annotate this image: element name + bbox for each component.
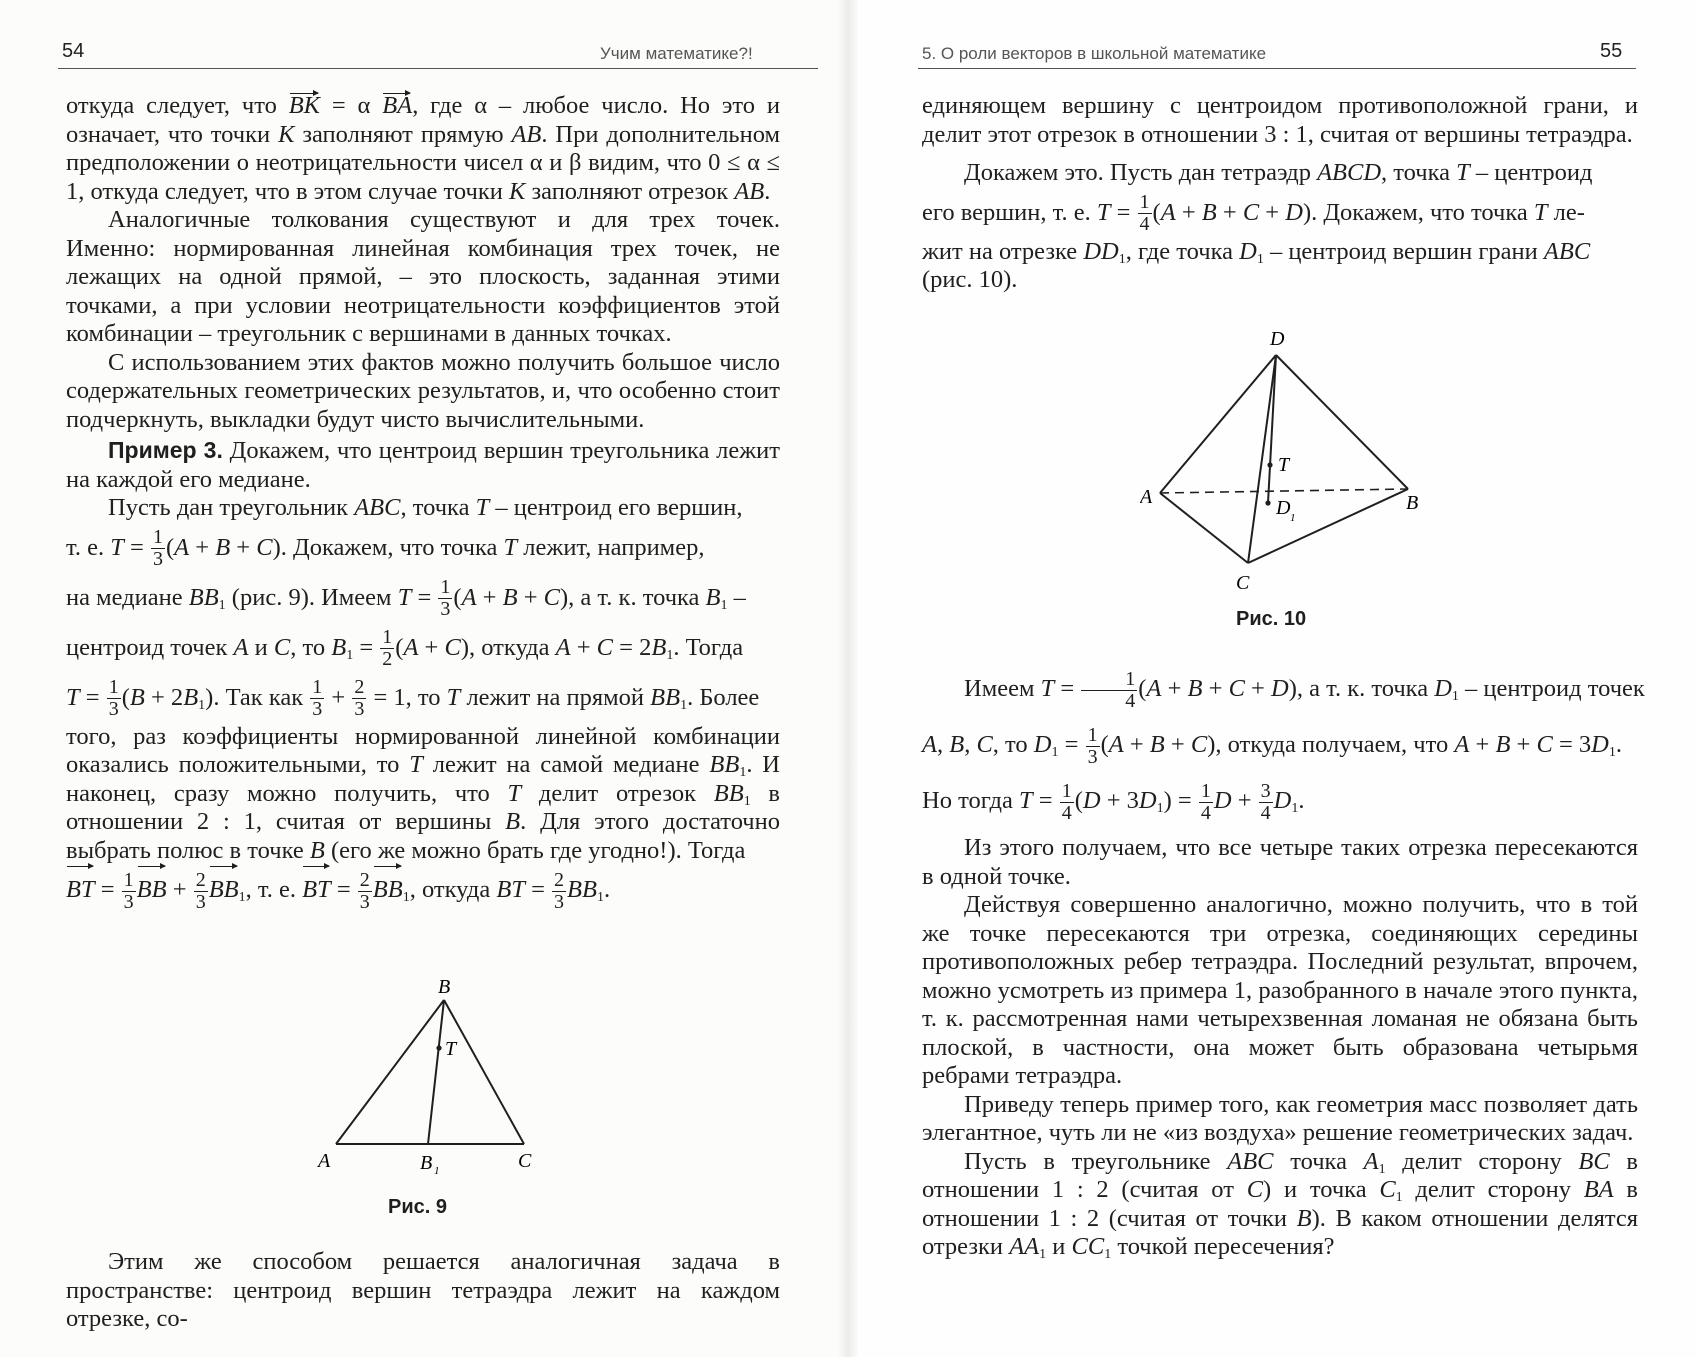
paragraph: Приведу теперь пример того, как геометрия масс позволяет дать элегантное, чуть ли не «из воздуха» решение геометрических задач.	[922, 1090, 1638, 1146]
paragraph: того, раз коэффициенты нормированной линейной комбинации оказались положительными, то T лежит на самой медиане $BB_1$. И наконец, сразу можно получить, что T делит отрезок $BB_1$ в отношении 2 : 1, считая от вершины B. Для этого достаточно выбрать полюс в точке B (его же можно брать где угодно!). Тогда	[66, 722, 780, 864]
left-header-rule	[58, 68, 818, 69]
edge-dc	[1248, 355, 1276, 563]
left-bottom-text	[66, 1248, 780, 1334]
figure-9-triangle	[300, 975, 540, 1175]
formula-line: A, B, C, то $D_1$ = $\frac{1}{3}$ (A + B + C), откуда получаем, что $A + B + C = 3D_1$.	[922, 723, 1622, 768]
text-line: жит на отрезке $DD_1$, где точка $D_1$ – центроид вершин грани ABC	[922, 237, 1591, 267]
label-d: D	[1270, 328, 1285, 350]
formula-line: центроид точек A и C, то $B_1$ = $\frac{1}{2}$ (A + C), откуда $A + C = 2B_1$. Тогда	[66, 626, 744, 671]
label-a: A	[1140, 486, 1153, 508]
side-bc	[444, 1000, 524, 1144]
paragraph: Аналогичные толкования существуют и для трех точек. Именно: нормированная линейная комбинация трех точек, не лежащих на одной прямой, – это плоскость, заданная этими точками, а при условии неотрицательности коэффициентов этой комбинации – треугольник с вершинами в данных точках.	[66, 206, 780, 347]
paragraph: единяющем вершину с центроидом противоположной грани, и делит этот отрезок в отношении 3 : 1, считая от вершины тетраэдра.	[922, 92, 1638, 148]
left-page-number: 54	[62, 40, 85, 62]
edge-db	[1276, 355, 1408, 489]
paragraph: Пример 3. Докажем, что центроид вершин треугольника лежит на каждой его медиане.	[66, 437, 780, 493]
formula-line: на медиане $BB_1$ (рис. 9). Имеем T = $\frac{1}{3}$ (A + B + C), а т. к. точка $B_1$ –	[66, 576, 746, 621]
label-c: C	[518, 1150, 532, 1172]
right-page-number: 55	[1600, 40, 1623, 62]
point-t	[1267, 462, 1272, 467]
right-running-title: 5. О роли векторов в школьной математике	[922, 44, 1267, 63]
left-running-title: Учим математике?!	[600, 44, 753, 63]
edge-da	[1160, 355, 1276, 493]
paragraph: Пусть в треугольнике ABC точка $A_1$ делит сторону BC в отношении 1 : 2 (считая от C) и точка $C_1$ делит сторону BA в отношении 1 : 2 (считая от точки B). В каком отношении делятся отрезки $AA_1$ и $CC_1$ точкой пересечения?	[922, 1147, 1638, 1262]
formula-line: BT = $\frac{1}{3}$ BB + $\frac{2}{3}$ $BB_1$, т. е. BT = $\frac{2}{3}$ $BB_1$, откуда BT = $\frac{2}{3}$ $BB_1$.	[66, 865, 780, 915]
label-b: B	[438, 976, 451, 998]
paragraph: Действуя совершенно аналогично, можно получить, что в той же точке пересекаются три отрезка, соединяющих середины противоположных ребер тетраэдра. Последний результат, впрочем, можно усмотреть из примера 1, разобранного в начале этого пункта, т. к. рассмотренная нами четырехзвенная ломаная не обязана быть плоской, в частности, она может быть образована четырьмя ребрами тетраэдра.	[922, 891, 1638, 1089]
formula-line: T = $\frac{1}{3}$ $(B + 2B_1)$. Так как $\frac{1}{3}$ + $\frac{2}{3}$ = 1, то T лежит на прямой $BB_1$. Более	[66, 676, 760, 721]
edge-cb	[1248, 489, 1408, 563]
paragraph: откуда следует, что BK = α BA, где α – любое число. Но это и означает, что точки K заполняют прямую AB. При дополнительном предположении о неотрицательности чисел α и β видим, что 0 ≤ α ≤ 1, откуда следует, что в этом случае точки K заполняют отрезок AB.	[66, 92, 780, 205]
label-b: B	[1406, 492, 1419, 514]
median-bb1	[428, 1000, 444, 1144]
label-d1: D	[1276, 497, 1291, 519]
formula-line: Имеем T = $\frac{1}{4}$ (A + B + C + D), а т. к. точка $D_1$ – центроид точек	[964, 667, 1645, 712]
left-body-text	[66, 92, 780, 915]
label-t: T	[1278, 454, 1290, 476]
segment-dd1	[1268, 355, 1276, 503]
point-t	[436, 1045, 441, 1050]
right-lower-text	[922, 664, 1645, 1262]
edge-ac	[1160, 493, 1248, 563]
label-b1-subscript: 1	[434, 1165, 440, 1175]
figure-9-caption: Рис. 9	[388, 1196, 447, 1218]
label-t: T	[445, 1038, 457, 1060]
point-d1	[1265, 500, 1270, 505]
figure-10-tetrahedron	[1140, 325, 1430, 595]
paragraph: С использованием этих фактов можно получить большое число содержательных геометрических результатов, и, что особенно стоит подчеркнуть, выкладки будут чисто вычислительными.	[66, 348, 780, 433]
right-header-rule	[918, 68, 1636, 69]
hidden-edge-ab	[1160, 489, 1408, 493]
paragraph: Из этого получаем, что все четыре таких отрезка пересекаются в одной точке.	[922, 834, 1638, 890]
figure-10-caption: Рис. 10	[1236, 608, 1307, 630]
label-c: C	[1236, 572, 1250, 594]
label-a: A	[318, 1150, 331, 1172]
formula-line: т. е. T = $\frac{1}{3}$ (A + B + C). Докажем, что точка T лежит, например,	[66, 526, 705, 571]
label-d1-subscript: 1	[1290, 512, 1296, 524]
paragraph: Пусть дан треугольник ABC, точка T – центроид его вершин,	[108, 494, 743, 521]
paragraph: Докажем это. Пусть дан тетраэдр ABCD, точка T – центроид	[964, 159, 1593, 186]
formula-line: Но тогда T = $\frac{1}{4}$ $(D + 3D_1)$ = $\frac{1}{4}$ D + $\frac{3}{4}$ $D_1$.	[922, 779, 1305, 824]
label-b1: B	[420, 1152, 433, 1174]
text-line: (рис. 10).	[922, 266, 1018, 293]
book-gutter	[838, 0, 858, 1357]
side-ab	[336, 1000, 444, 1144]
paragraph: Этим же способом решается аналогичная задача в пространстве: центроид вершин тетраэдра лежит на каждом отрезке, со-	[66, 1248, 780, 1332]
formula-line: его вершин, т. е. T = $\frac{1}{4}$ (A + B + C + D). Докажем, что точка T ле-	[922, 191, 1585, 236]
right-body-text	[922, 92, 1638, 295]
